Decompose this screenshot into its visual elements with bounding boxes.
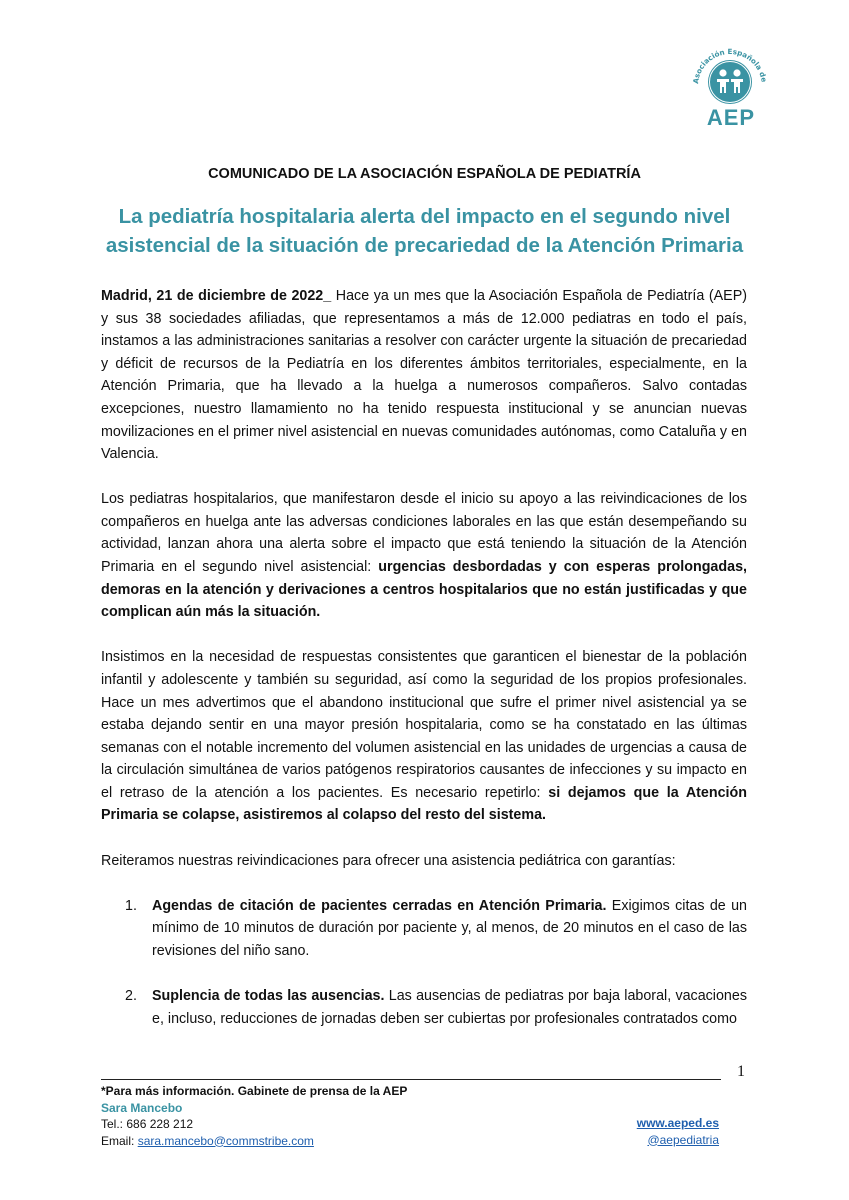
page-heading: COMUNICADO DE LA ASOCIACIÓN ESPAÑOLA DE PEDIATRÍA: [208, 166, 641, 182]
paragraph-3: [101, 646, 747, 827]
paragraph-2: [101, 488, 747, 624]
contact-email-line: [101, 1133, 407, 1150]
contact-phone: Tel.: 686 228 212: [101, 1117, 194, 1131]
list-item-number: 1.: [125, 897, 137, 914]
paragraph-1-text: Hace ya un mes que la Asociación Española de Pediatría (AEP) y sus 38 sociedades afiliadas, que representamos a más de 12.000 pediatras en todo el país, instamos a las administraciones sanitarias a resolver con carácter urgente la situación de precariedad y déficit de recursos de la Pediatría en los diferentes ámbitos territoriales, especialmente, en la Atención Primaria, que ha llevado a la huelga a numerosos compañeros. Salvo contadas excepciones, nuestro llamamiento no ha tenido respuesta institucional y se anuncian nuevas movilizaciones en el primer nivel asistencial en nuevas comunidades autónomas, como Cataluña y en Valencia.: [101, 288, 747, 463]
email-label: Email:: [101, 1133, 138, 1148]
list-item-number: 2.: [125, 987, 137, 1004]
demands-list: [101, 895, 747, 1030]
list-item: [101, 985, 747, 1030]
logo-arc-text: Asociación Española de: [691, 46, 769, 85]
list-item-title: Suplencia de todas las ausencias.: [152, 987, 385, 1004]
web-links: [637, 1115, 719, 1148]
list-item: [101, 895, 747, 963]
dateline: Madrid, 21 de diciembre de 2022_: [101, 288, 332, 304]
email-link[interactable]: sara.mancebo@commstribe.com: [137, 1133, 314, 1148]
social-link[interactable]: @aepediatria: [647, 1132, 719, 1147]
page-number: 1: [737, 1063, 745, 1080]
paragraph-4: Reiteramos nuestras reivindicaciones para ofrecer una asistencia pediátrica con garantías:: [101, 852, 676, 869]
press-release-body: [101, 285, 747, 1053]
title-line-2: asistencial de la situación de precariedad de la Atención Primaria: [105, 234, 744, 257]
footer-divider: [101, 1079, 721, 1080]
page-title: [95, 202, 754, 260]
paragraph-3-highlight: si dejamos que la Atención Primaria se colapse, asistiremos al colapso del resto del sistema.: [101, 784, 747, 824]
paragraph-3-text: Insistimos en la necesidad de respuestas consistentes que garanticen el bienestar de la población infantil y adolescente y también su seguridad, así como la seguridad de los propios profesionales. Hace un mes advertimos que el abandono institucional que sufre el primer nivel asistencial ya se estaba dejando sentir en una mayor presión hospitalaria, como se ha constatado en las últimas semanas con el notable incremento del volumen asistencial en las unidades de urgencias a causa de la circulación simultánea de varios patógenos respiratorios causantes de infecciones y su impacto en el retraso de la atención a los pacientes. Es necesario repetirlo:: [101, 649, 747, 801]
title-line-1: La pediatría hospitalaria alerta del impacto en el segundo nivel: [118, 205, 731, 228]
paragraph-1: [101, 285, 747, 466]
logo-acronym: AEP: [706, 105, 756, 130]
list-item-text: Exigimos citas de un mínimo de 10 minutos de duración por paciente y, al menos, de 20 minutos en el caso de las revisiones del niño sano.: [152, 897, 747, 959]
list-item-title: Agendas de citación de pacientes cerradas en Atención Primaria.: [152, 897, 607, 914]
website-link[interactable]: www.aeped.es: [636, 1116, 719, 1130]
contact-name: Sara Mancebo: [101, 1100, 183, 1115]
paragraph-2-highlight: urgencias desbordadas y con esperas prolongadas, demoras en la atención y derivaciones a centros hospitalarios que no están justificadas y que complican aún más la situación.: [101, 559, 747, 621]
press-office-note: *Para más información. Gabinete de prensa de la AEP: [101, 1084, 408, 1098]
paragraph-2-text: Los pediatras hospitalarios, que manifestaron desde el inicio su apoyo a las reivindicaciones de los compañeros en huelga ante las adversas condiciones laborales en las que están desempeñando su actividad, lanzan ahora una alerta sobre el impacto que está teniendo la situación de la Atención Primaria en el segundo nivel asistencial:: [101, 491, 747, 576]
list-item-text: Las ausencias de pediatras por baja laboral, vacaciones e, incluso, reducciones de jornadas deben ser cubiertas por profesionales contratados como: [152, 987, 747, 1027]
press-contact: [101, 1083, 407, 1149]
